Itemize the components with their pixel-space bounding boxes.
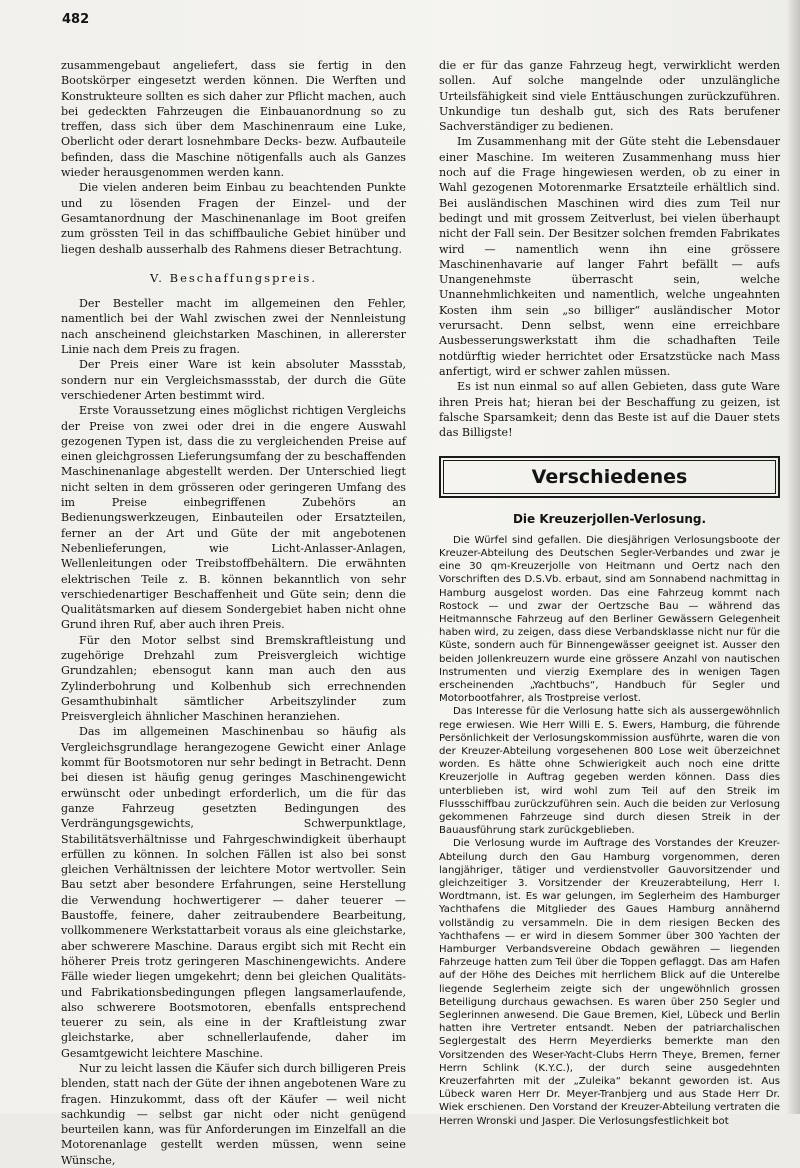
page-number: 482 bbox=[62, 12, 90, 27]
section-box bbox=[439, 456, 780, 498]
article-title: Die Kreuzerjollen-Verlosung. bbox=[512, 512, 707, 527]
article-paragraph: Das Interesse für die Verlosung hatte sich als aussergewöhnlich rege erwiesen. Wie Herr Willi E. S. Ewers, Hamburg, die führende Persönlichkeit der Verlosungskommission ausführte, waren die von der Kreuzer-Abteilung vorgesehenen 800 Lose weit überzeichnet worden. Es hätte ohne Schwierigkeit auch noch eine dritte Kreuzerjolle in Auftrag gegeben werden können. Dass dies unterblieben ist, wird wohl zum Teil auf den Streik im Flussschiffbau zurückzuführen sein. Auch die beiden zur Verlosung gekommenen Fahrzeuge sind durch diesen Streik in der Bauausführung stark zurückgeblieben. bbox=[439, 706, 780, 837]
paragraph: Im Zusammenhang mit der Güte steht die Lebensdauer einer Maschine. Im weiteren Zusammenhang muss hier noch auf die Frage hingewiesen werden, ob zu einer in Wahl gezogenen Motorenmarke Ersatzteile erhältlich sind. Bei ausländischen Maschinen wird dies zum Teil nur bedingt und mit grossem Zeitverlust, bei vielen überhaupt nicht der Fall sein. Der Besitzer solchen fremden Fabrikates wird — namentlich wenn ihn eine grössere Maschinenhavarie auf langer Fahrt befällt — aufs Unangenehmste überrascht sein, welche Unannehmlichkeiten und namentlich, welche ungeahnten Kosten ihm sein „so billiger“ ausländischer Motor verursacht. Denn selbst, wenn eine erreichbare Ausbesserungswerkstatt ihm die schadhaften Teile notdürftig wieder herrichtet oder Ersatzstücke nach Mass anfertigt, wird er schwer zahlen müssen. bbox=[439, 135, 780, 378]
paragraph: Der Preis einer Ware ist kein absoluter Massstab, sondern nur ein Vergleichsmassstab, der durch die Güte verschiedener Arten bestimmt wird. bbox=[61, 358, 406, 402]
paragraph: Nur zu leicht lassen die Käufer sich durch billigeren Preis blenden, statt nach der Güte der ihnen angebotenen Ware zu fragen. Hinzukommt, dass oft der Käufer — weil nicht sachkundig — selbst gar nicht oder nicht genügend beurteilen kann, was für Anforderungen im Einzelfall an die Motorenanlage gestellt werden müssen, wenn seine Wünsche, bbox=[61, 1062, 406, 1167]
article-paragraph: Die Würfel sind gefallen. Die diesjährigen Verlosungsboote der Kreuzer-Abteilung des Deutschen Segler-Verbandes und zwar je eine 30 qm-Kreuzerjolle von Heitmann und Oertz nach den Vorschriften des D.S.Vb. erbaut, sind am Sonnabend nachmittag in Hamburg ausgelost worden. Das eine Fahrzeug kommt nach Rostock — und zwar der Oertzsche Bau — während das Heitmannsche Fahrzeug auf den Berliner Gewässern Gelegenheit haben wird, zu zeigen, dass diese Verbandsklasse nicht nur für die Küste, sondern auch für Binnengewässer geeignet ist. Ausser den beiden Jollenkreuzern wurde eine grössere Anzahl von nautischen Instrumenten und vierzig Exemplare des in wenigen Tagen erscheinenden „Yachtbuchs“, Handbuch für Segler und Motorbootfahrer, als Trostpreise verlost. bbox=[439, 534, 780, 705]
paragraph: die er für das ganze Fahrzeug hegt, verwirklicht werden sollen. Auf solche mangelnde oder unzulängliche Urteilsfähigkeit sind viele Enttäuschungen zurückzuführen. Unkundige tun deshalb gut, sich des Rats berufener Sachverständiger zu bedienen. bbox=[439, 59, 780, 134]
left-column bbox=[61, 58, 406, 1168]
paragraph: Das im allgemeinen Maschinenbau so häufig als Vergleichsgrundlage herangezogene Gewicht einer Anlage kommt für Bootsmotoren nur sehr bedingt in Betracht. Denn bei diesen ist häufig genug geringes Maschinengewicht erwünscht oder unbedingt erforderlich, um die für das ganze Fahrzeug gesetzten Bedingungen des Verdrängungsgewichts, Schwerpunktlage, Stabilitätsverhältnisse und Fahrgeschwindigkeit überhaupt erfüllen zu können. In solchen Fällen ist also bei sonst gleichen Verhältnissen der leichtere Motor wertvoller. Sein Bau setzt aber besondere Erfahrungen, seine Herstellung die Verwendung hochwertigerer — daher teuerer — Baustoffe, feinere, daher zeitraubendere Bearbeitung, vollkommenere Werkstattarbeit voraus als eine gleichstarke, aber schwerere Maschine. Daraus ergibt sich mit Recht ein höherer Preis trotz geringeren Maschinengewichts. Andere Fälle wieder liegen umgekehrt; denn bei gleichen Qualitäts- und Fabrikationsbedingungen pflegen langsamerlaufende, also schwerere Bootsmotoren, ebenfalls entsprechend teuerer zu sein, als eine in der Kraftleistung zwar gleichstarke, aber schnellerlaufende, daher im Gesamtgewicht leichtere Maschine. bbox=[61, 725, 406, 1060]
section-heading: V. Beschaffungspreis. bbox=[150, 270, 317, 285]
paragraph: Der Besteller macht im allgemeinen den Fehler, namentlich bei der Wahl zwischen zwei der Nennleistung nach anscheinend gleichstarken Maschinen, in allererster Linie nach dem Preis zu fragen. bbox=[61, 297, 406, 357]
section-box-title: Verschiedenes bbox=[443, 460, 776, 494]
article-body bbox=[439, 534, 780, 1128]
article-paragraph: Die Verlosung wurde im Auftrage des Vorstandes der Kreuzer-Abteilung durch den Gau Hamburg vorgenommen, deren langjähriger, tätiger und verdienstvoller Gauvorsitzender und gleichzeitiger 3. Vorsitzender der Kreuzerabteilung, Herr I. Wordtmann, ist. Es war gelungen, im Seglerheim des Hamburger Yachthafens die Mitglieder des Gaues Hamburg annähernd vollständig zu versammeln. Die in dem riesigen Becken des Yachthafens — er wird in diesem Sommer über 300 Yachten der Hamburger Verbandsvereine Obdach gewähren — liegenden Fahrzeuge hatten zum Teil über die Toppen geflaggt. Das am Hafen auf der Höhe des Deiches mit herrlichem Blick auf die Unterelbe liegende Seglerheim zeigte sich der ungewöhnlich grossen Beteiligung durchaus gewachsen. Es waren über 250 Segler und Seglerinnen anwesend. Die Gaue Bremen, Kiel, Lübeck und Berlin hatten ihre Vertreter entsandt. Neben der patriarchalischen Seglergestalt des Herrn Meyerdierks bemerkte man den Vorsitzenden des Weser-Yacht-Clubs Herrn Theye, Bremen, ferner Herrn Schlink (K.Y.C.), der durch seine ausgedehnten Kreuzerfahrten mit der „Zuleika“ bekannt geworden ist. Aus Lübeck waren Herr Dr. Meyer-Tranbjerg und aus Stade Herr Dr. Wiek erschienen. Den Vorstand der Kreuzer-Abteilung vertraten die Herren Wronski und Jasper. Die Verlosungsfestlichkeit bot bbox=[439, 838, 780, 1127]
right-column bbox=[439, 58, 780, 1128]
paragraph: Für den Motor selbst sind Bremskraftleistung und zugehörige Drehzahl zum Preisvergleich wichtige Grundzahlen; ebensogut kann man auch den aus Zylinderbohrung und Kolbenhub sich errechnenden Gesamthubinhalt sämtlicher Arbeitszylinder zum Preisvergleich ähnlicher Maschinen heranziehen. bbox=[61, 633, 406, 724]
paragraph: Die vielen anderen beim Einbau zu beachtenden Punkte und zu lösenden Fragen der Einzel- und der Gesamtanordnung der Maschinenanlage im Boot greifen zum grössten Teil in das schiffbauliche Gebiet hinüber und liegen deshalb ausserhalb des Rahmens dieser Betrachtung. bbox=[61, 181, 406, 256]
paragraph: Es ist nun einmal so auf allen Gebieten, dass gute Ware ihren Preis hat; hieran bei der Beschaffung zu geizen, ist falsche Sparsamkeit; denn das Beste ist auf die Dauer stets das Billigste! bbox=[439, 380, 780, 440]
paragraph: zusammengebaut angeliefert, dass sie fertig in den Bootskörper eingesetzt werden können. Die Werften und Konstrukteure sollten es sich daher zur Pflicht machen, auch bei gedeckten Fahrzeugen die Einbauanordnung so zu treffen, dass sich über dem Maschinenraum eine Luke, Oberlicht oder derart losnehmbare Decks- bezw. Aufbauteile befinden, dass die Maschine nötigenfalls auch als Ganzes wieder herausgenommen werden kann. bbox=[61, 59, 406, 180]
paragraph: Erste Voraussetzung eines möglichst richtigen Vergleichs der Preise von zwei oder drei in die engere Auswahl gezogenen Typen ist, dass die zu vergleichenden Preise auf einen gleichgrossen Lieferungsumfang der zu beschaffenden Maschinenanlage abgestellt werden. Der Unterschied liegt nicht selten in dem grösseren oder geringeren Umfang des im Preise einbegriffenen Zubehörs an Bedienungswerkzeugen, Einbauteilen oder Ersatzteilen, ferner an der Art und Güte der mit angebotenen Nebenlieferungen, wie Licht-Anlasser-Anlagen, Wellenleitungen oder Treibstoffbehältern. Die erwähnten elektrischen Teile z. B. können bekanntlich von sehr verschiedenartiger Beschaffenheit und Güte sein; denn die Qualitätsmarken auf diesem Sondergebiet haben nicht ohne Grund ihren Ruf, aber auch ihren Preis. bbox=[61, 404, 406, 632]
